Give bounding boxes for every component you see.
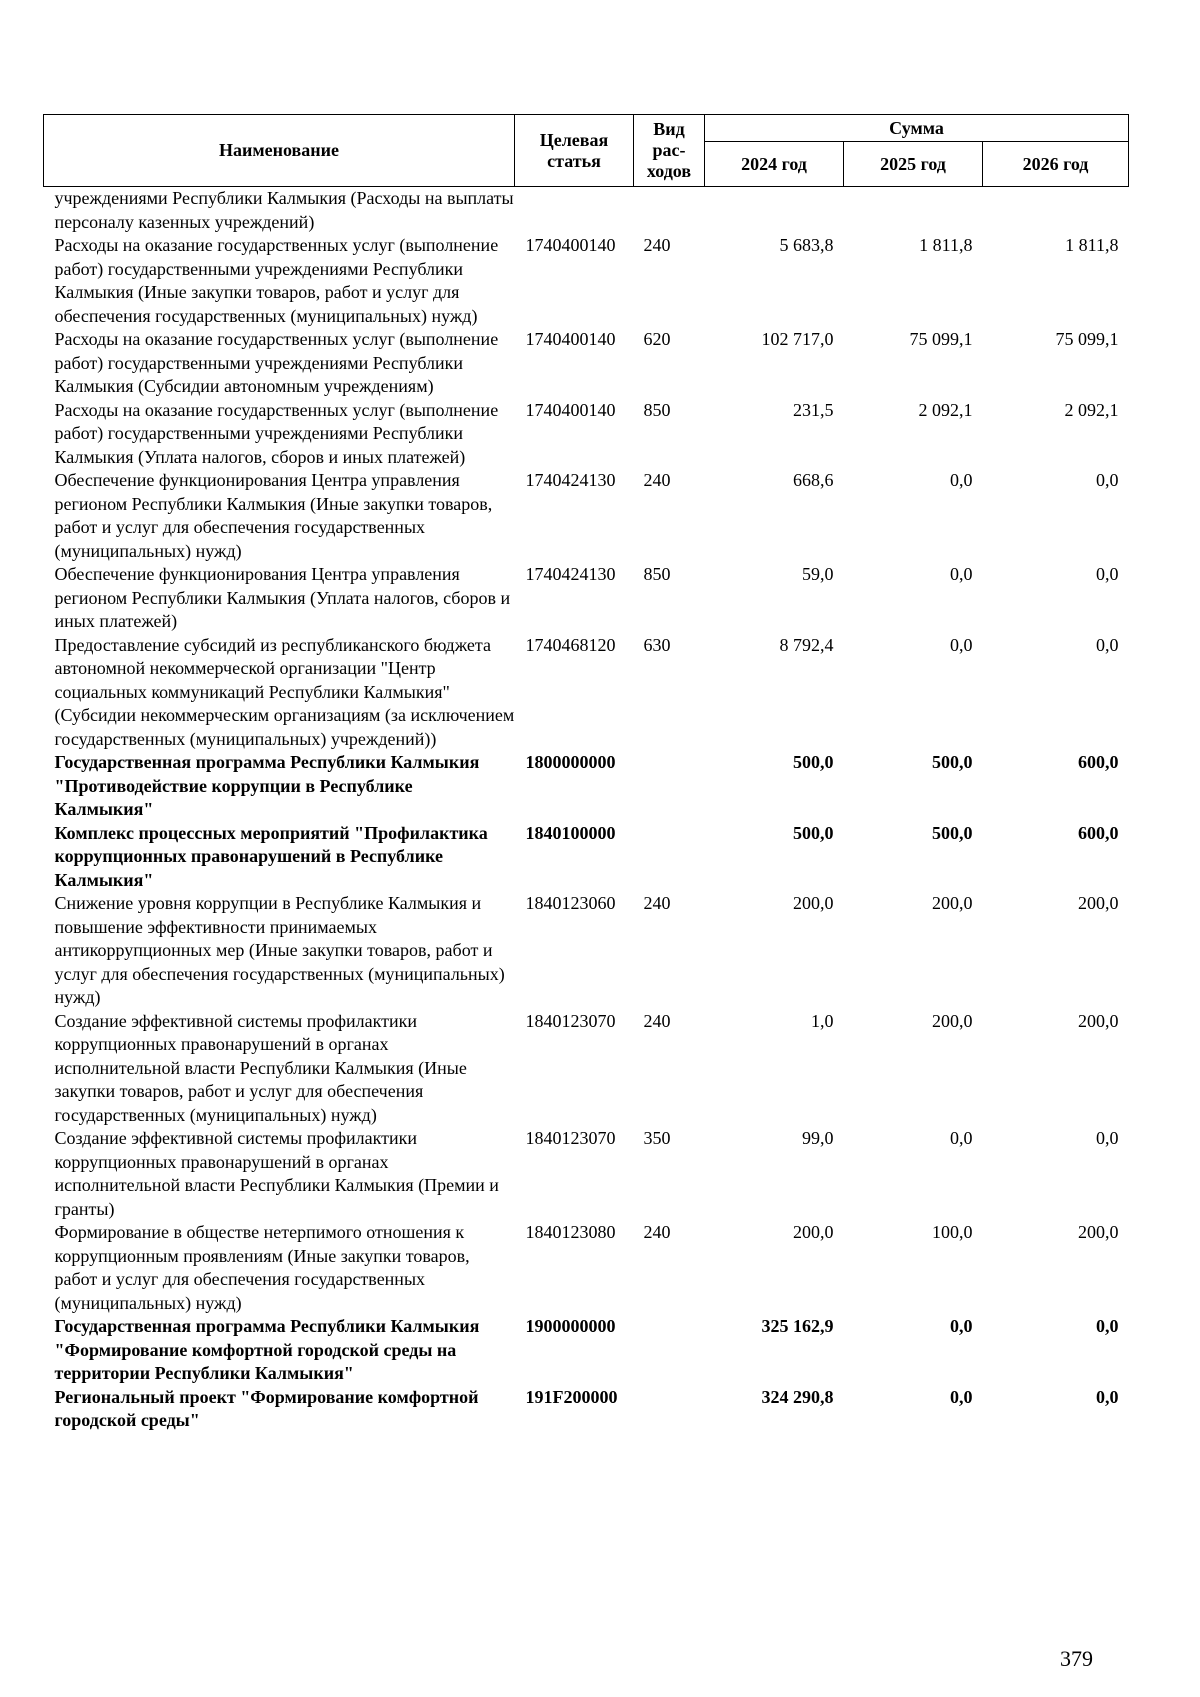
cell-amount-2024: 200,0	[793, 1222, 834, 1242]
table-row	[44, 1386, 1129, 1433]
header-year-2024: 2024 год	[705, 142, 844, 187]
cell-name: Обеспечение функционирования Центра управления регионом Республики Калмыкия (Уплата налогов, сборов и иных платежей)	[54, 564, 511, 631]
cell-amount-2025: 75 099,1	[909, 329, 973, 349]
cell-target-code: 191F200000	[525, 1386, 618, 1407]
table-body	[44, 187, 1129, 1433]
cell-amount-2026: 0,0	[1096, 470, 1119, 490]
cell-name: Государственная программа Республики Калмыкия "Противодействие коррупции в Республике Калмыкия"	[54, 752, 480, 819]
header-year-2026: 2026 год	[983, 142, 1129, 187]
header-name: Наименование	[44, 115, 515, 187]
cell-amount-2026: 0,0	[1096, 1316, 1119, 1336]
table-row	[44, 892, 1129, 1010]
table-row	[44, 563, 1129, 634]
cell-target-code: 1740400140	[525, 399, 616, 420]
cell-expense-type: 240	[643, 235, 671, 255]
cell-expense-type: 240	[643, 470, 671, 490]
cell-name: Создание эффективной системы профилактики коррупционных правонарушений в органах исполнительной власти Республики Калмыкия (Премии и гранты)	[54, 1128, 499, 1219]
cell-amount-2024: 231,5	[793, 399, 834, 420]
header-sum: Сумма	[705, 115, 1129, 142]
table-row	[44, 469, 1129, 563]
cell-amount-2024: 8 792,4	[779, 634, 834, 655]
cell-expense-type: 240	[643, 1222, 671, 1242]
cell-expense-type	[634, 1386, 705, 1433]
cell-amount-2026: 75 099,1	[1055, 329, 1119, 349]
cell-expense-type	[634, 187, 705, 235]
cell-amount-2025	[844, 187, 983, 235]
cell-expense-type: 350	[643, 1128, 671, 1148]
cell-amount-2025: 0,0	[950, 1128, 973, 1148]
cell-amount-2026: 0,0	[1096, 1128, 1119, 1148]
cell-amount-2026: 600,0	[1078, 822, 1119, 843]
cell-name: Государственная программа Республики Калмыкия "Формирование комфортной городской среды на территории Республики Калмыкия"	[54, 1316, 480, 1383]
cell-name: Региональный проект "Формирование комфортной городской среды"	[54, 1386, 479, 1430]
page-number: 379	[1060, 1646, 1093, 1671]
cell-amount-2025: 0,0	[950, 470, 973, 490]
cell-expense-type	[634, 751, 705, 822]
cell-expense-type: 850	[643, 564, 671, 584]
cell-target-code: 1740468120	[525, 634, 616, 655]
cell-amount-2025: 0,0	[950, 1386, 973, 1407]
cell-amount-2024: 668,6	[793, 470, 834, 490]
cell-expense-type: 850	[643, 399, 671, 420]
table-row	[44, 822, 1129, 893]
cell-name: Создание эффективной системы профилактики коррупционных правонарушений в органах исполнительной власти Республики Калмыкия (Иные закупки товаров, работ и услуг для обеспечения государственных (муниципальных) нужд)	[54, 1010, 467, 1125]
cell-name: Обеспечение функционирования Центра управления регионом Республики Калмыкия (Иные закупки товаров, работ и услуг для обеспечения государственных (муниципальных) нужд)	[54, 470, 493, 561]
table-row	[44, 1127, 1129, 1221]
table-header	[44, 115, 1129, 187]
cell-amount-2025: 0,0	[950, 634, 973, 655]
cell-name: Предоставление субсидий из республиканского бюджета автономной некоммерческой организации "Центр социальных коммуникаций Республики Калмыкия" (Субсидии некоммерческим организациям (за исключением государственных (муниципальных) учреждений))	[54, 634, 515, 749]
cell-amount-2024: 200,0	[793, 893, 834, 913]
cell-amount-2026	[983, 187, 1129, 235]
table-row	[44, 187, 1129, 235]
table-row	[44, 234, 1129, 328]
table-row	[44, 399, 1129, 470]
cell-target-code: 1840123070	[525, 1010, 616, 1031]
cell-amount-2024: 500,0	[793, 752, 834, 772]
header-year-2025: 2025 год	[844, 142, 983, 187]
cell-amount-2026: 200,0	[1078, 893, 1119, 913]
cell-target-code: 1900000000	[525, 1316, 616, 1336]
cell-amount-2025: 200,0	[932, 1010, 973, 1031]
cell-amount-2024: 5 683,8	[779, 235, 834, 255]
header-code: Целевая статья	[515, 115, 634, 187]
cell-name: Формирование в обществе нетерпимого отношения к коррупционным проявлениям (Иные закупки товаров, работ и услуг для обеспечения государственных (муниципальных) нужд)	[54, 1222, 470, 1313]
cell-name: учреждениями Республики Калмыкия (Расходы на выплаты персоналу казенных учреждений)	[54, 188, 514, 232]
cell-amount-2024: 99,0	[802, 1128, 834, 1148]
cell-amount-2024: 325 162,9	[761, 1316, 834, 1336]
cell-amount-2026: 2 092,1	[1064, 399, 1119, 420]
cell-amount-2024: 324 290,8	[761, 1386, 834, 1407]
cell-amount-2026: 0,0	[1096, 564, 1119, 584]
cell-name: Расходы на оказание государственных услуг (выполнение работ) государственными учреждениями Республики Калмыкия (Иные закупки товаров, работ и услуг для обеспечения государственных (муниципальных) нужд)	[54, 235, 499, 326]
cell-target-code: 1840100000	[525, 822, 616, 843]
cell-target-code: 1800000000	[525, 752, 616, 772]
cell-name: Снижение уровня коррупции в Республике Калмыкия и повышение эффективности принимаемых антикоррупционных мер (Иные закупки товаров, работ и услуг для обеспечения государственных (муниципальных) нужд)	[54, 893, 505, 1007]
table-row	[44, 1010, 1129, 1128]
cell-amount-2026: 1 811,8	[1065, 235, 1119, 255]
cell-amount-2026: 0,0	[1096, 1386, 1119, 1407]
cell-expense-type: 240	[643, 1010, 671, 1031]
cell-target-code: 1840123070	[525, 1128, 616, 1148]
table-row	[44, 328, 1129, 399]
cell-amount-2024	[705, 187, 844, 235]
cell-amount-2025: 0,0	[950, 1316, 973, 1336]
cell-amount-2025: 500,0	[932, 752, 973, 772]
cell-amount-2025: 100,0	[932, 1222, 973, 1242]
cell-amount-2026: 600,0	[1078, 752, 1119, 772]
cell-amount-2024: 500,0	[793, 822, 834, 843]
budget-table	[43, 114, 1129, 1433]
cell-amount-2026: 200,0	[1078, 1222, 1119, 1242]
cell-name: Комплекс процессных мероприятий "Профилактика коррупционных правонарушений в Республике Калмыкия"	[54, 822, 488, 890]
cell-expense-type	[634, 1315, 705, 1386]
cell-target-code: 1740400140	[525, 235, 616, 255]
cell-expense-type: 630	[643, 634, 671, 655]
cell-amount-2024: 102 717,0	[761, 329, 834, 349]
table-row	[44, 634, 1129, 752]
table-row	[44, 751, 1129, 822]
cell-target-code	[515, 187, 634, 235]
cell-amount-2026: 200,0	[1078, 1010, 1119, 1031]
cell-amount-2025: 1 811,8	[919, 235, 973, 255]
cell-name: Расходы на оказание государственных услуг (выполнение работ) государственными учреждениями Республики Калмыкия (Уплата налогов, сборов и иных платежей)	[54, 399, 499, 467]
cell-target-code: 1740424130	[525, 470, 616, 490]
cell-expense-type	[634, 822, 705, 893]
cell-amount-2025: 0,0	[950, 564, 973, 584]
cell-target-code: 1840123080	[525, 1222, 616, 1242]
cell-amount-2026: 0,0	[1096, 634, 1119, 655]
cell-amount-2024: 59,0	[802, 564, 834, 584]
cell-target-code: 1840123060	[525, 893, 616, 913]
cell-target-code: 1740400140	[525, 329, 616, 349]
cell-expense-type: 240	[643, 893, 671, 913]
cell-amount-2025: 200,0	[932, 893, 973, 913]
cell-name: Расходы на оказание государственных услуг (выполнение работ) государственными учреждениями Республики Калмыкия (Субсидии автономным учреждениям)	[54, 329, 499, 396]
table-row	[44, 1221, 1129, 1315]
cell-amount-2024: 1,0	[811, 1010, 834, 1031]
cell-expense-type: 620	[643, 329, 671, 349]
header-vid: Вид рас-ходов	[634, 115, 705, 187]
table-row	[44, 1315, 1129, 1386]
cell-amount-2025: 500,0	[932, 822, 973, 843]
cell-target-code: 1740424130	[525, 564, 616, 584]
cell-amount-2025: 2 092,1	[918, 399, 973, 420]
